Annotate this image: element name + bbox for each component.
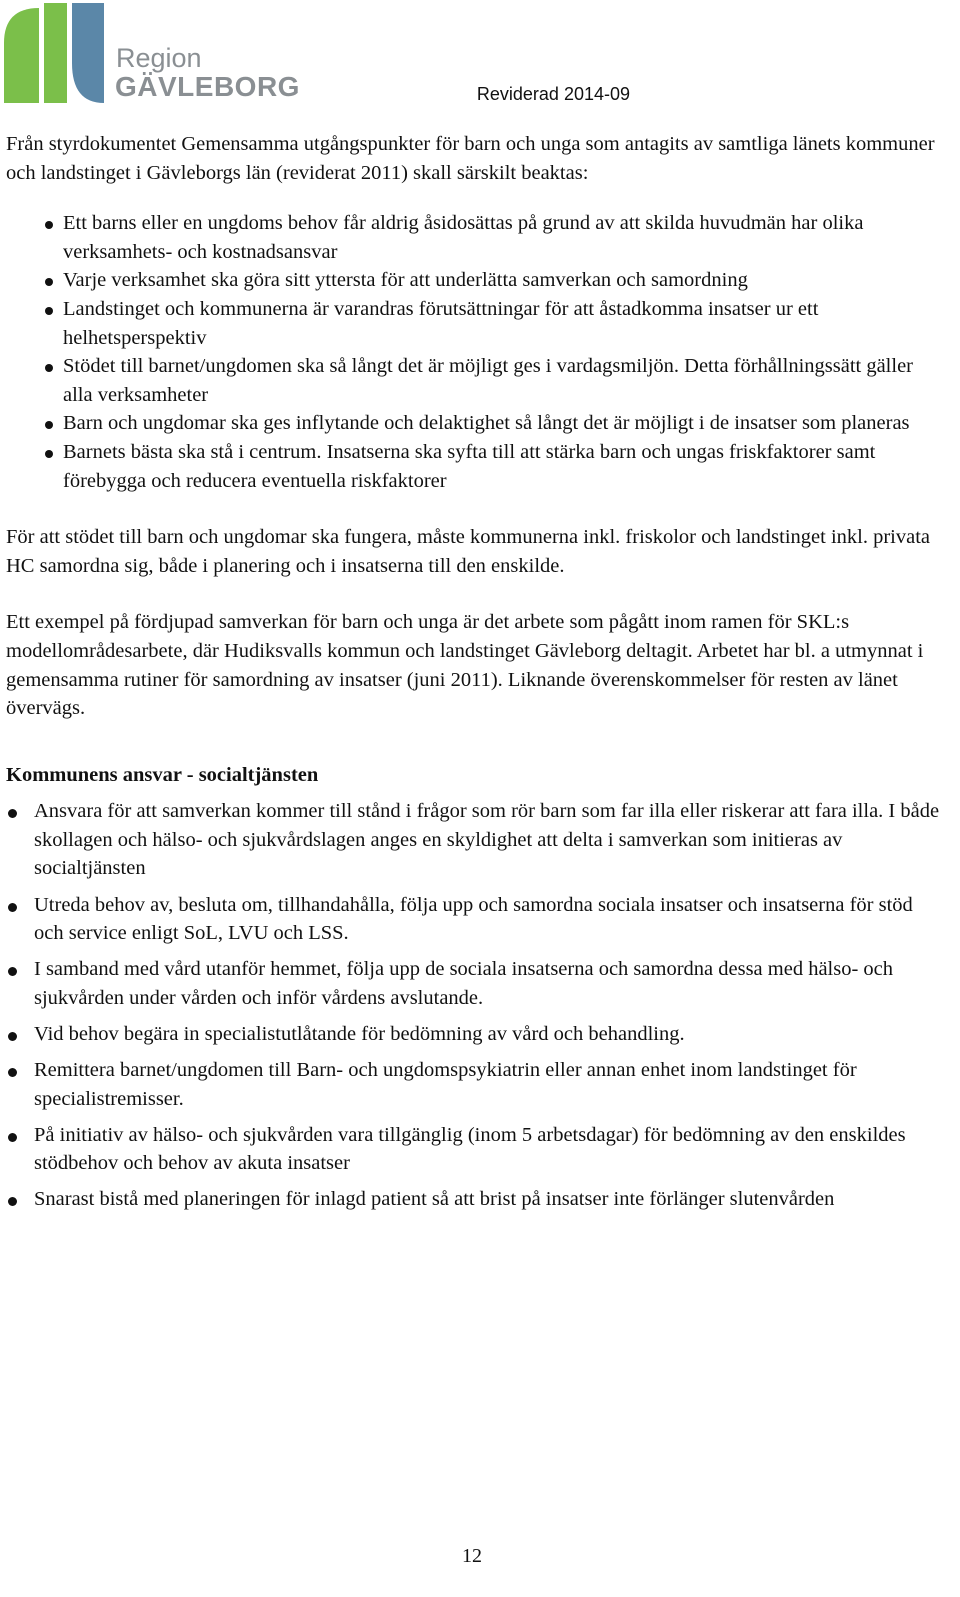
logo-text-gavleborg: GÄVLEBORG <box>115 71 300 102</box>
list-item: Landstinget och kommunerna är varandras förutsättningar för att åstadkomma insatser ur ett helhetsperspektiv <box>6 295 946 352</box>
intro-paragraph: Från styrdokumentet Gemensamma utgångspunkter för barn och unga som antagits av samtliga länets kommuner och landstinget i Gävleborgs län (reviderat 2011) skall särskilt beaktas: <box>6 133 935 184</box>
coordination-paragraph: För att stödet till barn och ungdomar ska fungera, måste kommunerna inkl. friskolor och landstinget inkl. privata HC samordna sig, både i planering och i insatserna till den enskilde. <box>6 526 931 577</box>
section-heading: Kommunens ansvar - socialtjänsten <box>6 763 319 786</box>
list-item: Utreda behov av, besluta om, tillhandahålla, följa upp och samordna sociala insatser och insatserna för stöd och service enligt SoL, LVU och LSS. <box>6 891 946 948</box>
list-item: Barnets bästa ska stå i centrum. Insatserna ska syfta till att stärka barn och ungas friskfaktorer samt förebygga och reducera eventuella riskfaktorer <box>6 438 946 495</box>
example-paragraph: Ett exempel på fördjupad samverkan för barn och unga är det arbete som pågått inom ramen för SKL:s modellområdesarbete, där Hudiksvalls kommun och landstinget Gävleborg deltagit. Arbetet har bl. a utmynnat i gemensamma rutiner för samordning av insatser (juni 2011). Liknande överenskommelser för resten av länet övervägs. <box>6 611 924 720</box>
list-item: Ett barns eller en ungdoms behov får aldrig åsidosättas på grund av att skilda huvudmän har olika verksamhets- och kostnadsansvar <box>6 209 946 266</box>
revision-date: Reviderad 2014-09 <box>476 84 630 104</box>
region-gavleborg-logo <box>4 3 300 103</box>
logo-mark-icon <box>4 3 114 103</box>
list-item: Barn och ungdomar ska ges inflytande och delaktighet så långt det är möjligt i de insatser som planeras <box>6 409 946 438</box>
page-header <box>0 0 960 110</box>
list-item: Stödet till barnet/ungdomen ska så långt det är möjligt ges i vardagsmiljön. Detta förhållningssätt gäller alla verksamheter <box>6 352 946 409</box>
responsibilities-list <box>6 797 946 1214</box>
list-item: Remittera barnet/ungdomen till Barn- och ungdomspsykiatrin eller annan enhet inom landstinget för specialistremisser. <box>6 1056 946 1113</box>
list-item: Vid behov begära in specialistutlåtande för bedömning av vård och behandling. <box>6 1020 946 1049</box>
list-item: I samband med vård utanför hemmet, följa upp de sociala insatserna och samordna dessa med hälso- och sjukvården under vården och inför vårdens avslutande. <box>6 955 946 1012</box>
list-item: Snarast bistå med planeringen för inlagd patient så att brist på insatser inte förlänger slutenvården <box>6 1185 946 1214</box>
document-body <box>6 130 946 1222</box>
page-number: 12 <box>462 1545 482 1567</box>
logo-text-region: Region <box>116 43 202 73</box>
list-item: Varje verksamhet ska göra sitt yttersta för att underlätta samverkan och samordning <box>6 266 946 295</box>
list-item: Ansvara för att samverkan kommer till stånd i frågor som rör barn som far illa eller riskerar att fara illa. I både skollagen och hälso- och sjukvårdslagen anges en skyldighet att delta i samverkan som initieras av socialtjänsten <box>6 797 946 883</box>
list-item: På initiativ av hälso- och sjukvården vara tillgänglig (inom 5 arbetsdagar) för bedömning av den enskildes stödbehov och behov av akuta insatser <box>6 1121 946 1178</box>
principles-list <box>6 209 946 495</box>
